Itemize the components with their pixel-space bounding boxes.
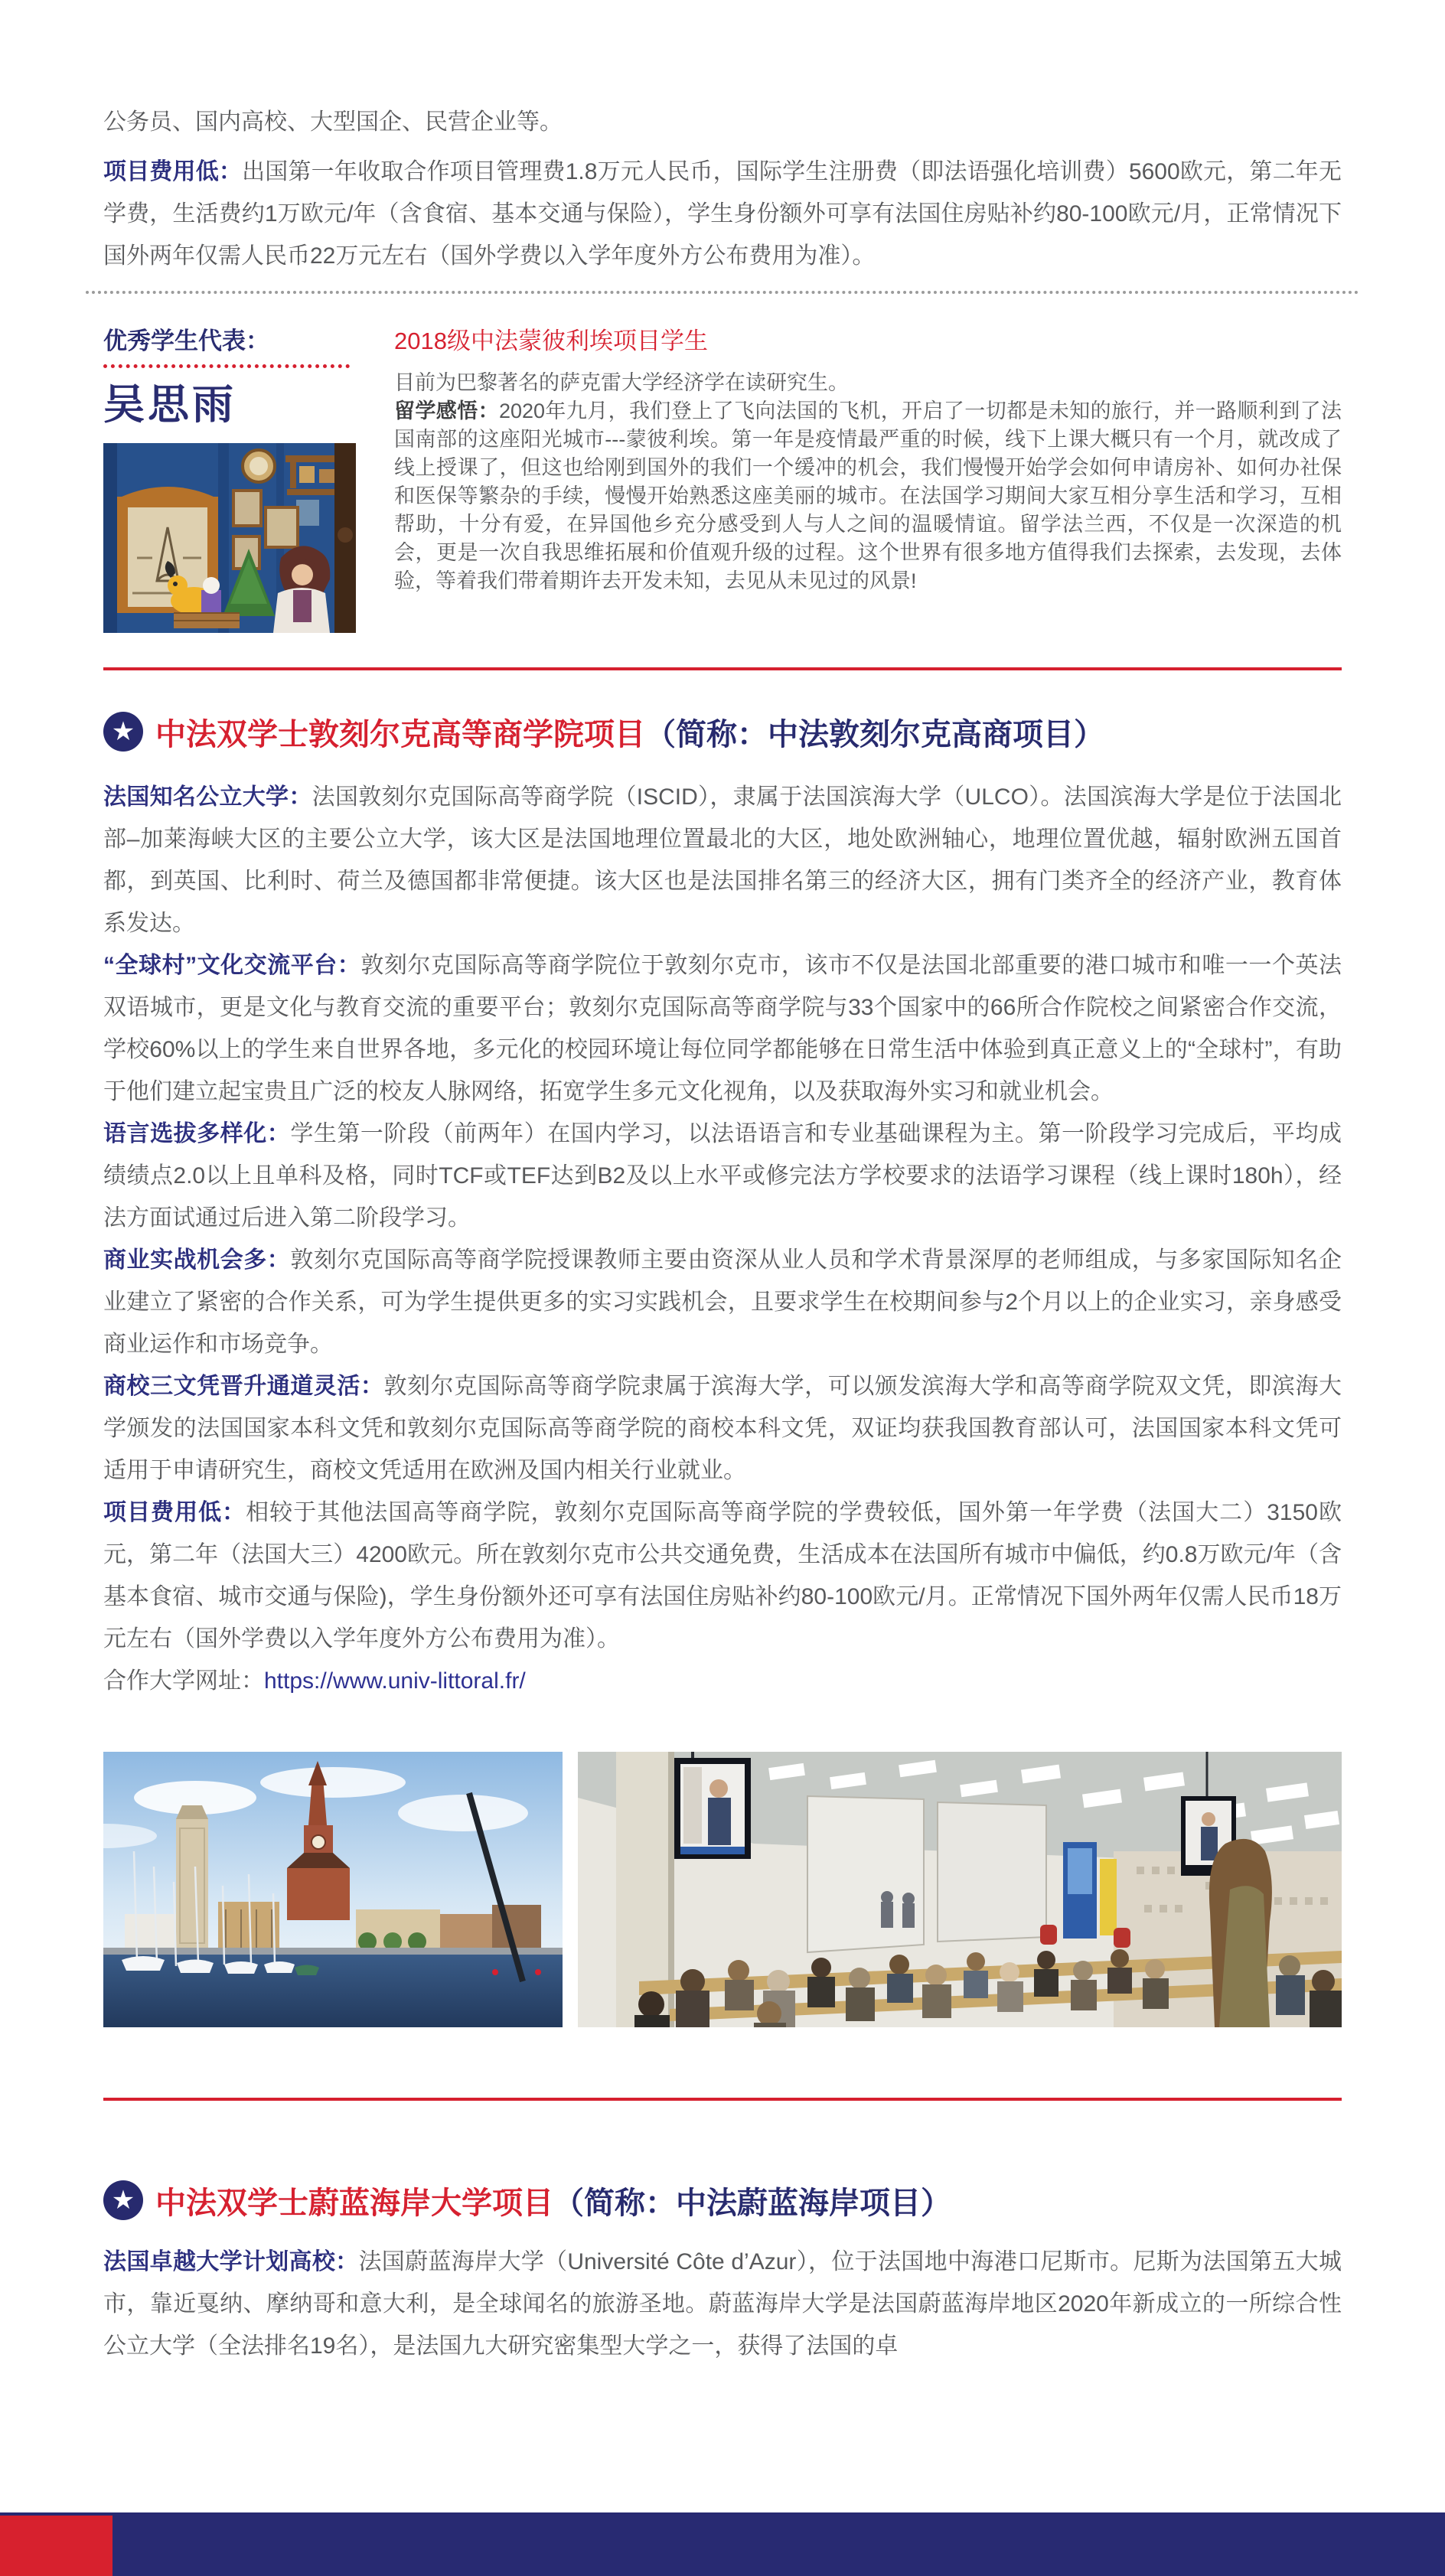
section1-title-red: 中法双学士敦刻尔克高等商学院项目 [155, 717, 645, 752]
student-right-column [357, 326, 1342, 633]
section2-heading [103, 2179, 1342, 2222]
lecture-hall-photo [578, 1752, 1342, 2027]
student-photo [103, 443, 356, 633]
section2-paragraph: 法国卓越大学计划高校：法国蔚蓝海岸大学（Université Côte d’Azur），位于法国地中海港口尼斯市。尼斯为法国第五大城市，靠近戛纳、摩纳哥和意大利，是全球闻名的旅游圣地。蔚蓝海岸大学是法国蔚蓝海岸地区2020年新成立的一所综合性公立大学（全法排名19名），是法国九大研究密集型大学之一，获得了法国的卓 [103, 2249, 1342, 2359]
reflection-text: 2020年九月，我们登上了飞向法国的飞机，开启了一切都是未知的旅行，并一路顺利到了法国南部的这座阳光城市---蒙彼利埃。第一年是疫情最严重的时候，线下上课大概只有一个月，就改成了线上授课了，但这也给刚到国外的我们一个缓冲的机会，我们慢慢开始学会如何申请房补、如何办社保和医保等繁杂的手续，慢慢开始熟悉这座美丽的城市。在法国学习期间大家互相分享生活和学习，互相帮助，十分有爱，在异国他乡充分感受到人与人之间的温暖情谊。留学法兰西，不仅是一次深造的机会，更是一次自我思维拓展和价值观升级的过程。这个世界有很多地方值得我们去探索，去发现，去体验，等着我们带着期许去开发未知，去见从未见过的风景! [394, 399, 1342, 592]
dunkirk-city-photo [103, 1752, 563, 2027]
section1-body [103, 776, 1342, 1702]
section1-paragraph: 商校三文凭晋升通道灵活：敦刻尔克国际高等商学院隶属于滨海大学，可以颁发滨海大学和高等商学院双文凭，即滨海大学颁发的法国国家本科文凭和敦刻尔克国际高等商学院的商校本科文凭，双证均获我国教育部认可，法国国家本科文凭可适用于申请研究生，商校文凭适用在欧洲及国内相关行业就业。 [103, 1374, 1342, 1483]
section2-title-blue: （简称：中法蔚蓝海岸项目） [553, 2186, 951, 2220]
section2-title-red: 中法双学士蔚蓝海岸大学项目 [155, 2186, 553, 2220]
footer-red-block [0, 2516, 113, 2576]
website-line [103, 1660, 1342, 1702]
section1-title-blue: （简称：中法敦刻尔克高商项目） [645, 717, 1104, 752]
section1-photos [103, 1752, 1342, 2027]
section1-paragraph: “全球村”文化交流平台：敦刻尔克国际高等商学院位于敦刻尔克市，该市不仅是法国北部重要的港口城市和唯一一个英法双语城市，更是文化与教育交流的重要平台；敦刻尔克国际高等商学院与33个国家中的66所合作院校之间紧密合作交流，学校60%以上的学生来自世界各地，多元化的校园环境让每位同学都能够在日常生活中体验到真正意义上的“全球村”，有助于他们建立起宝贵且广泛的校友人脉网络，拓宽学生多元文化视角，以及获取海外实习和就业机会。 [103, 953, 1342, 1104]
student-status: 目前为巴黎著名的萨克雷大学经济学在读研究生。 [394, 371, 849, 394]
student-left-column [103, 326, 357, 633]
website-link[interactable]: https://www.univ-littoral.fr/ [264, 1668, 526, 1694]
student-reflection [394, 397, 1342, 595]
section1-paragraph: 项目费用低：相较于其他法国高等商学院，敦刻尔克国际高等商学院的学费较低，国外第一年学费（法国大二）3150欧元，第二年（法国大三）4200欧元。所在敦刻尔克市公共交通免费，生活成本在法国所有城市中偏低，约0.8万欧元/年（含基本食宿、城市交通与保险)，学生身份额外还可享有法国住房贴补约80-100欧元/月。正常情况下国外两年仅需人民币18万元左右（国外学费以入学年度外方公布费用为准）。 [103, 1500, 1342, 1652]
section2-body [103, 2241, 1342, 2367]
star-icon: ★ [103, 712, 143, 752]
reflection-lead: 留学感悟： [394, 399, 499, 422]
star-icon: ★ [103, 2180, 143, 2220]
fee-paragraph [103, 151, 1342, 277]
program-title: 2018级中法蒙彼利埃项目学生 [394, 328, 708, 354]
section1-paragraph: 商业实战机会多：敦刻尔克国际高等商学院授课教师主要由资深从业人员和学术背景深厚的老师组成，与多家国际知名企业建立了紧密的合作关系，可为学生提供更多的实习实践机会，且要求学生在校期间参与2个月以上的企业实习，亲身感受商业运作和市场竞争。 [103, 1247, 1342, 1357]
student-label: 优秀学生代表： [103, 328, 269, 354]
red-dotted-underline [103, 364, 350, 368]
section-divider-rule [103, 2098, 1342, 2101]
student-name: 吴思雨 [103, 382, 236, 428]
intro-paragraph: 公务员、国内高校、大型国企、民营企业等。 [103, 109, 563, 135]
fee-lead: 项目费用低： [103, 159, 243, 184]
section1-paragraph: 法国知名公立大学：法国敦刻尔克国际高等商学院（ISCID），隶属于法国滨海大学（ULCO）。法国滨海大学是位于法国北部–加莱海峡大区的主要公立大学，该大区是法国地理位置最北的大区，地处欧洲轴心，地理位置优越，辐射欧洲五国首都，到英国、比利时、荷兰及德国都非常便捷。该大区也是法国排名第三的经济大区，拥有门类齐全的经济产业，教育体系发达。 [103, 784, 1342, 936]
website-label: 合作大学网址： [103, 1668, 264, 1694]
dotted-separator [86, 291, 1359, 294]
student-section [103, 326, 1342, 633]
section1-paragraph: 语言选拔多样化：学生第一阶段（前两年）在国内学习，以法语语言和专业基础课程为主。第一阶段学习完成后，平均成绩绩点2.0以上且单科及格，同时TCF或TEF达到B2及以上水平或修完法方学校要求的法语学习课程（线上课时180h），经法方面试通过后进入第二阶段学习。 [103, 1121, 1342, 1231]
section-divider-rule [103, 667, 1342, 670]
section1-heading [103, 710, 1342, 753]
fee-text: 出国第一年收取合作项目管理费1.8万元人民币，国际学生注册费（即法语强化培训费）5600欧元，第二年无学费，生活费约1万欧元/年（含食宿、基本交通与保险），学生身份额外可享有法国住房贴补约80-100欧元/月，正常情况下国外两年仅需人民币22万元左右（国外学费以入学年度外方公布费用为准）。 [103, 159, 1342, 269]
footer-navy-block [0, 2512, 1445, 2576]
